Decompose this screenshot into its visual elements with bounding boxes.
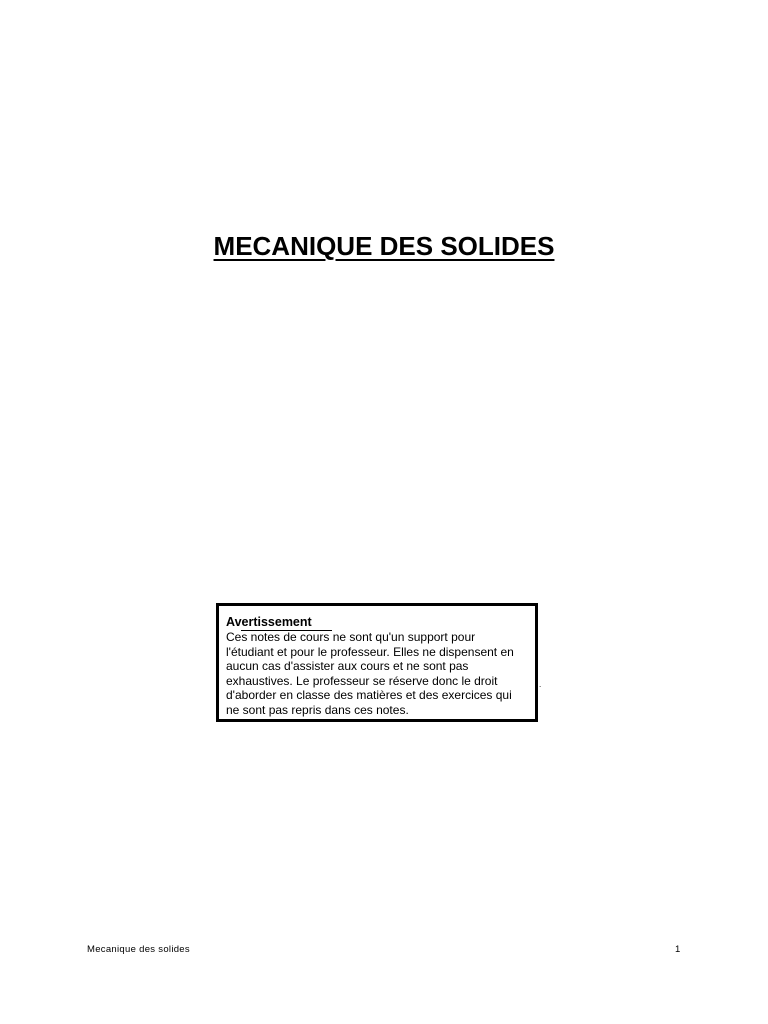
notice-body-line: l'étudiant et pour le professeur. Elles ne dispensent en xyxy=(226,644,514,659)
notice-body-line: ne sont pas repris dans ces notes. xyxy=(226,702,409,717)
notice-body-line: exhaustives. Le professeur se réserve donc le droit xyxy=(226,673,498,688)
notice-body-line: aucun cas d'assister aux cours et ne sont pas xyxy=(226,659,469,674)
notice-body xyxy=(226,630,536,718)
stray-mark: . xyxy=(539,680,542,689)
notice-body-line: Ces notes de cours ne sont qu'un support pour xyxy=(226,630,476,644)
notice-heading: Avertissement xyxy=(226,615,312,629)
page-title xyxy=(0,226,768,263)
footer-document-name: Mecanique des solides xyxy=(87,944,190,955)
notice-body-line: d'aborder en classe des matières et des exercices qui xyxy=(226,688,512,703)
footer-page-number: 1 xyxy=(675,944,681,955)
notice-box xyxy=(216,603,538,722)
page-title-text: MECANIQUE DES SOLIDES xyxy=(213,231,555,261)
